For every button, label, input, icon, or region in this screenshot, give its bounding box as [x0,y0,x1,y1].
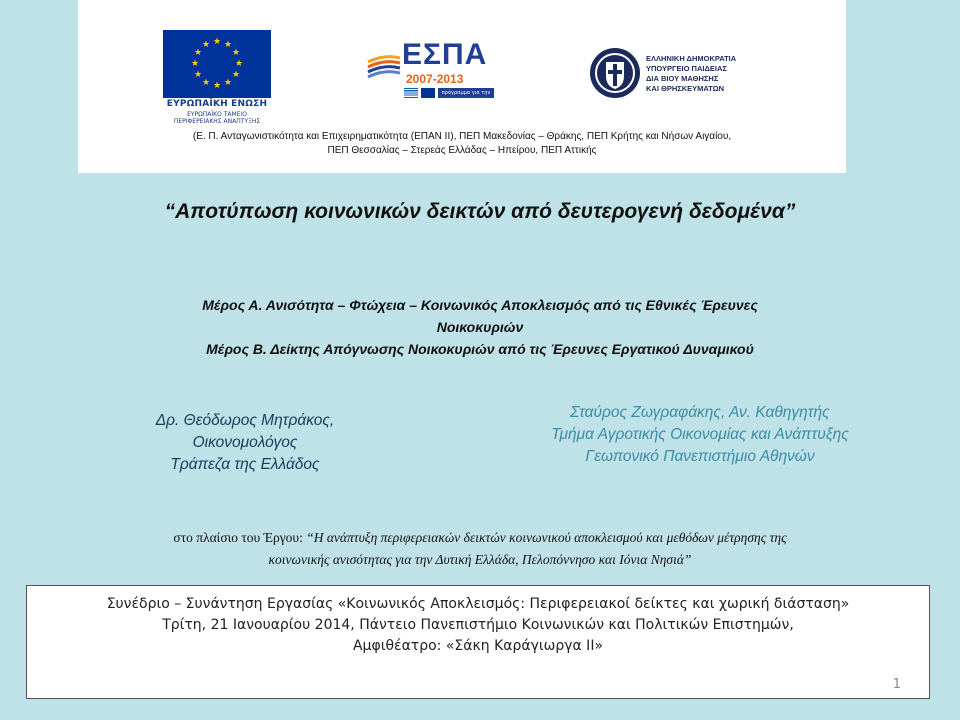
eu-fund-text [154,111,280,125]
part-a-line1: Μέρος Α. Ανισότητα – Φτώχεια – Κοινωνικός Αποκλεισμός από τις Εθνικές Έρευνες [202,297,758,313]
eu-star-icon: ★ [202,78,211,89]
author-left-org: Τράπεζα της Ελλάδος [170,456,320,473]
eu-star-icon: ★ [193,48,203,58]
logo-banner [78,0,846,173]
author-left [90,410,400,476]
author-left-name: Δρ. Θεόδωρος Μητράκος, [155,412,335,429]
eu-star-icon: ★ [193,70,203,80]
programs-text [78,130,846,158]
espa-years: 2007-2013 [406,72,464,86]
ministry-line4: ΚΑΙ ΘΡΗΣΚΕΥΜΑΤΩΝ [646,84,725,93]
conference-box [26,585,930,699]
slide-number: 1 [892,677,901,692]
conference-text [27,594,929,657]
eu-flag-icon [163,30,271,98]
presentation-parts [80,294,880,360]
project-title-part1: “Η ανάπτυξη περιφερειακών δεικτών κοινωνικού αποκλεισμού και μεθόδων μέτρησης της [306,530,787,545]
eu-mini-flag-icon [421,88,435,98]
author-right-org: Γεωπονικό Πανεπιστήμιο Αθηνών [585,448,815,465]
programs-line2: ΠΕΠ Θεσσαλίας – Στερεάς Ελλάδας – Ηπείρου, ΠΕΠ Αττικής [327,145,597,156]
espa-swoosh-icon [366,44,402,84]
espa-flags [404,88,494,106]
conference-line2: Τρίτη, 21 Ιανουαρίου 2014, Πάντειο Πανεπιστήμιο Κοινωνικών και Πολιτικών Επιστημών, [162,617,794,633]
eu-star-icon: ★ [224,78,233,89]
part-a-line2: Νοικοκυριών [436,319,524,335]
eu-star-icon: ★ [235,59,244,69]
eu-star-icon: ★ [202,39,211,50]
espa-logo [366,38,496,104]
ministry-line2: ΥΠΟΥΡΓΕΙΟ ΠΑΙΔΕΙΑΣ [646,64,727,73]
author-right-name: Σταύρος Ζωγραφάκης, Αν. Καθηγητής [570,404,830,421]
ministry-line1: ΕΛΛΗΝΙΚΗ ΔΗΜΟΚΡΑΤΙΑ [646,54,737,63]
programs-line1: (Ε. Π. Ανταγωνιστικότητα και Επιχειρηματικότητα (ΕΠΑΝ ΙΙ), ΠΕΠ Μακεδονίας – Θράκης, ΠΕΠ Κρήτης και Νήσων Αιγαίου, [192,131,732,142]
eu-star-icon: ★ [232,48,241,58]
author-right [470,402,930,468]
ministry-line3: ΔΙΑ ΒΙΟΥ ΜΑΘΗΣΗΣ [646,74,719,83]
conference-line1: Συνέδριο – Συνάντηση Εργασίας «Κοινωνικός Αποκλεισμός: Περιφερειακοί δείκτες και χωρική διάσταση» [106,596,850,612]
author-left-role: Οικονομολόγος [192,434,298,451]
eu-star-icon: ★ [213,37,222,47]
eu-fund-line1: ΕΥΡΩΠΑΪΚΟ ΤΑΜΕΙΟ [187,111,247,118]
ministry-text [646,54,736,94]
eu-fund-line2: ΠΕΡΙΦΕΡΕΙΑΚΗΣ ΑΝΑΠΤΥΞΗΣ [173,118,261,125]
eu-title: ΕΥΡΩΠΑΪΚΗ ΕΝΩΣΗ [166,99,268,109]
eu-star-icon: ★ [191,59,200,69]
page-title: “Αποτύπωση κοινωνικών δεικτών από δευτερογενή δεδομένα” [164,200,796,223]
project-line2: κοινωνικής ανισότητας για την Δυτική Ελλάδα, Πελοπόννησο και Ιόνια Νησιά” [268,552,692,567]
author-right-dept: Τμήμα Αγροτικής Οικονομίας και Ανάπτυξης [551,426,849,443]
eu-star-icon: ★ [224,39,233,50]
greek-flag-icon [404,88,418,98]
conference-line3: Αμφιθέατρο: «Σάκη Καράγιωργα ΙΙ» [352,638,604,654]
project-line1 [20,527,940,549]
eu-star-icon: ★ [213,81,222,91]
eu-star-icon: ★ [232,70,241,80]
greek-emblem-icon [588,46,642,100]
part-b: Μέρος Β. Δείκτης Απόγνωσης Νοικοκυριών από τις Έρευνες Εργατικού Δυναμικού [206,341,754,357]
project-label: στο πλαίσιο του Έργου: [173,530,303,545]
project-description [20,527,940,571]
espa-word: ΕΣΠΑ [402,38,488,71]
espa-tagline: πρόγραμμα για την ανάπτυξη [438,88,494,98]
